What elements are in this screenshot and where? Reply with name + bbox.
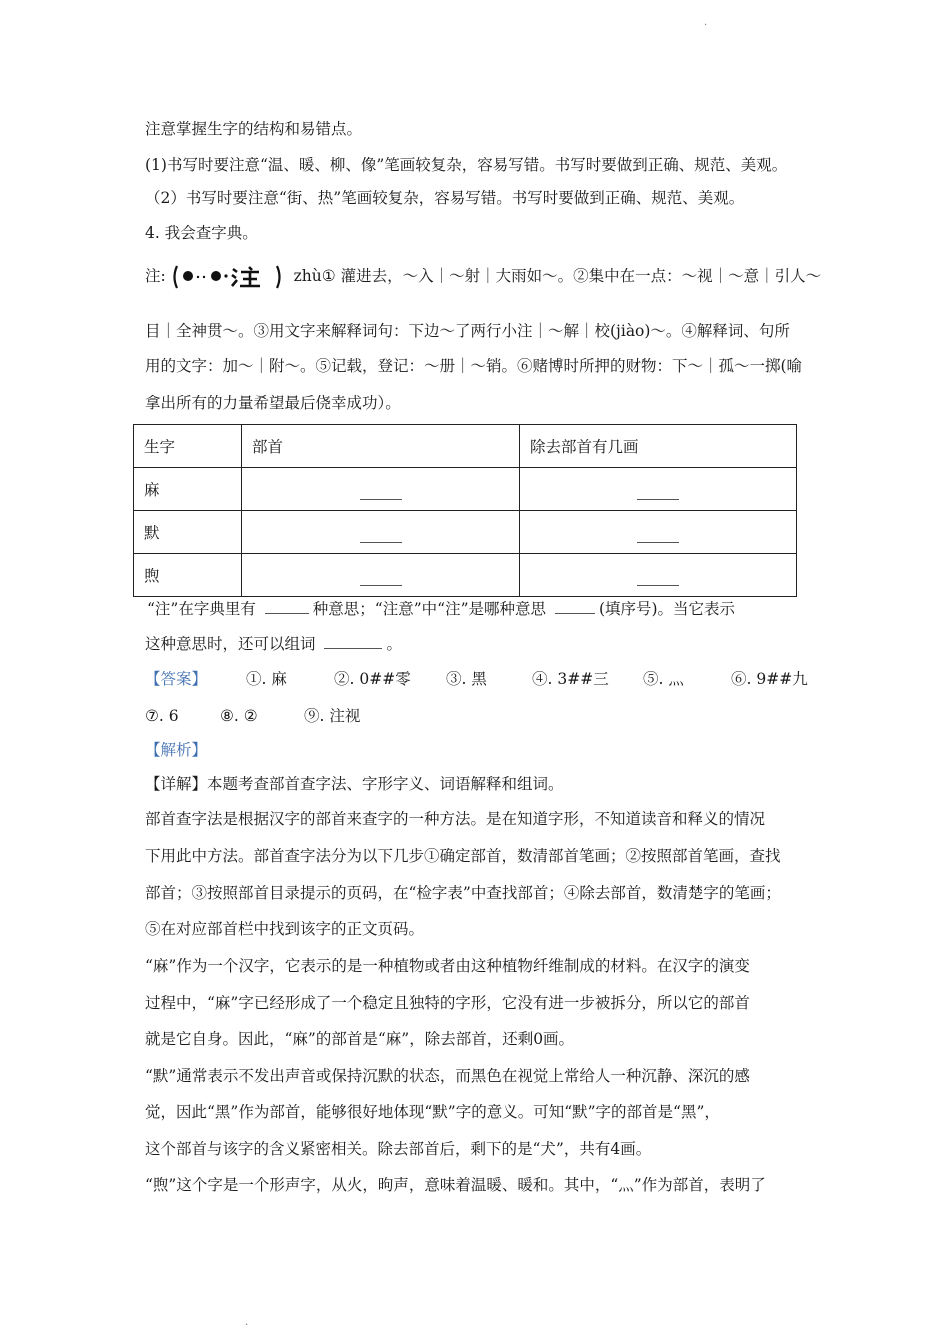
text-line: 部首查字法是根据汉字的部首来查字的一种方法。是在知道字形，不知道读音和释义的情况 [145,810,766,828]
answer-blank[interactable] [360,528,402,543]
text-line: 这个部首与该字的含义紧密相关。除去部首后，剩下的是“犬”，共有4画。 [145,1140,652,1158]
table-header: 除去部首有几画 [520,425,797,468]
text-line: （2）书写时要注意“街、热”笔画较复杂，容易写错。书写时要做到正确、规范、美观。 [145,189,745,207]
answer-item: ③. 黑 [446,670,487,688]
detail-label: 【详解】 [145,775,208,793]
answer-blank[interactable] [637,485,679,500]
text-line: 觉，因此“黑”作为部首，能够很好地体现“默”字的意义。可知“默”字的部首是“黑”， [145,1103,720,1121]
table-row [134,468,797,511]
table-header-row [134,425,797,468]
answer-item: ⑧. ② [220,707,258,725]
answer-item: ④. 3##三 [532,670,609,688]
text-line: (1)书写时要注意“温、暖、柳、像”笔画较复杂，容易写错。书写时要做到正确、规范、美观。 [145,156,788,174]
table-header: 生字 [134,425,242,468]
dictionary-glyph-icon [171,264,289,290]
radical-blank[interactable] [242,468,520,511]
answer-blank[interactable] [360,485,402,500]
radical-blank[interactable] [242,511,520,554]
detail-line [145,773,817,795]
dictionary-entry-line1 [145,264,822,290]
answer-item: ②. 0##零 [334,670,411,688]
answer-blank[interactable] [555,599,595,614]
question-number: 4. 我会查字典。 [145,224,258,242]
analysis-label: 【解析】 [145,741,208,759]
radical-table [133,424,797,597]
text-line: ⑤在对应部首栏中找到该字的正文页码。 [145,920,425,938]
detail-text: 本题考查部首查字法、字形字义、词语解释和组词。 [207,775,564,793]
text-line: 注意掌握生字的结构和易错点。 [145,120,363,138]
text-line: “默”通常表示不发出声音或保持沉默的状态，而黑色在视觉上常给人一种沉静、深沉的感 [145,1067,750,1085]
answer-item: ⑤. 灬 [643,670,684,688]
table-row [134,511,797,554]
text-line: “麻”作为一个汉字，它表示的是一种植物或者由这种植物纤维制成的材料。在汉字的演变 [145,957,750,975]
radical-blank[interactable] [242,554,520,597]
text-line: 用的文字：加～｜附～。⑤记载，登记：～册｜～销。⑥赌博时所押的财物：下～｜孤～一掷(喻 [145,357,803,375]
top-mark: · [704,20,708,31]
stroke-blank[interactable] [520,511,797,554]
entry-pinyin: zhù [293,267,322,285]
table-row [134,554,797,597]
answer-blank[interactable] [637,528,679,543]
text-line: 就是它自身。因此，“麻”的部首是“麻”，除去部首，还剩0画。 [145,1030,575,1048]
entry-prefix: 注: [145,267,166,285]
text-line: 下用此中方法。部首查字法分为以下几步①确定部首，数清部首笔画；②按照部首笔画，查找 [145,847,781,865]
answer-blank[interactable] [360,571,402,586]
answer-item: ⑨. 注视 [304,707,361,725]
answer-item: ①. 麻 [246,670,287,688]
table-header: 部首 [242,425,520,468]
bottom-mark: · [245,1320,249,1331]
question-line2: 这种意思时，还可以组词 。 [145,635,402,653]
stroke-blank[interactable] [520,468,797,511]
answer-blank[interactable] [637,571,679,586]
text-line: 目｜全神贯～。③用文字来解释词句：下边～了两行小注｜～解｜校(jiào)～。④解释词、句所 [145,322,790,340]
answer-label: 【答案】 [145,670,208,688]
answer-blank[interactable] [265,599,309,614]
question-line1: “注”在字典里有 种意思；“注意”中“注”是哪种意思 (填序号)。当它表示 [147,600,736,618]
answer-blank[interactable] [324,634,382,649]
entry-definition: ① 灌进去，～入｜～射｜大雨如～。②集中在一点：～视｜～意｜引人～ [321,267,822,285]
text-line: 拿出所有的力量希望最后侥幸成功）。 [145,394,401,412]
stroke-blank[interactable] [520,554,797,597]
answer-item: ⑦. 6 [145,707,179,725]
text-line: “煦”这个字是一个形声字，从火，昫声，意味着温暖、暖和。其中，“灬”作为部首，表明了 [145,1176,766,1194]
text-line: 过程中，“麻”字已经形成了一个稳定且独特的字形，它没有进一步被拆分，所以它的部首 [145,994,750,1012]
table-char: 默 [134,511,242,554]
text-line: 部首；③按照部首目录提示的页码，在“检字表”中查找部首；④除去部首，数清楚字的笔画； [145,884,781,902]
table-char: 麻 [134,468,242,511]
answer-item: ⑥. 9##九 [731,670,808,688]
table-char: 煦 [134,554,242,597]
